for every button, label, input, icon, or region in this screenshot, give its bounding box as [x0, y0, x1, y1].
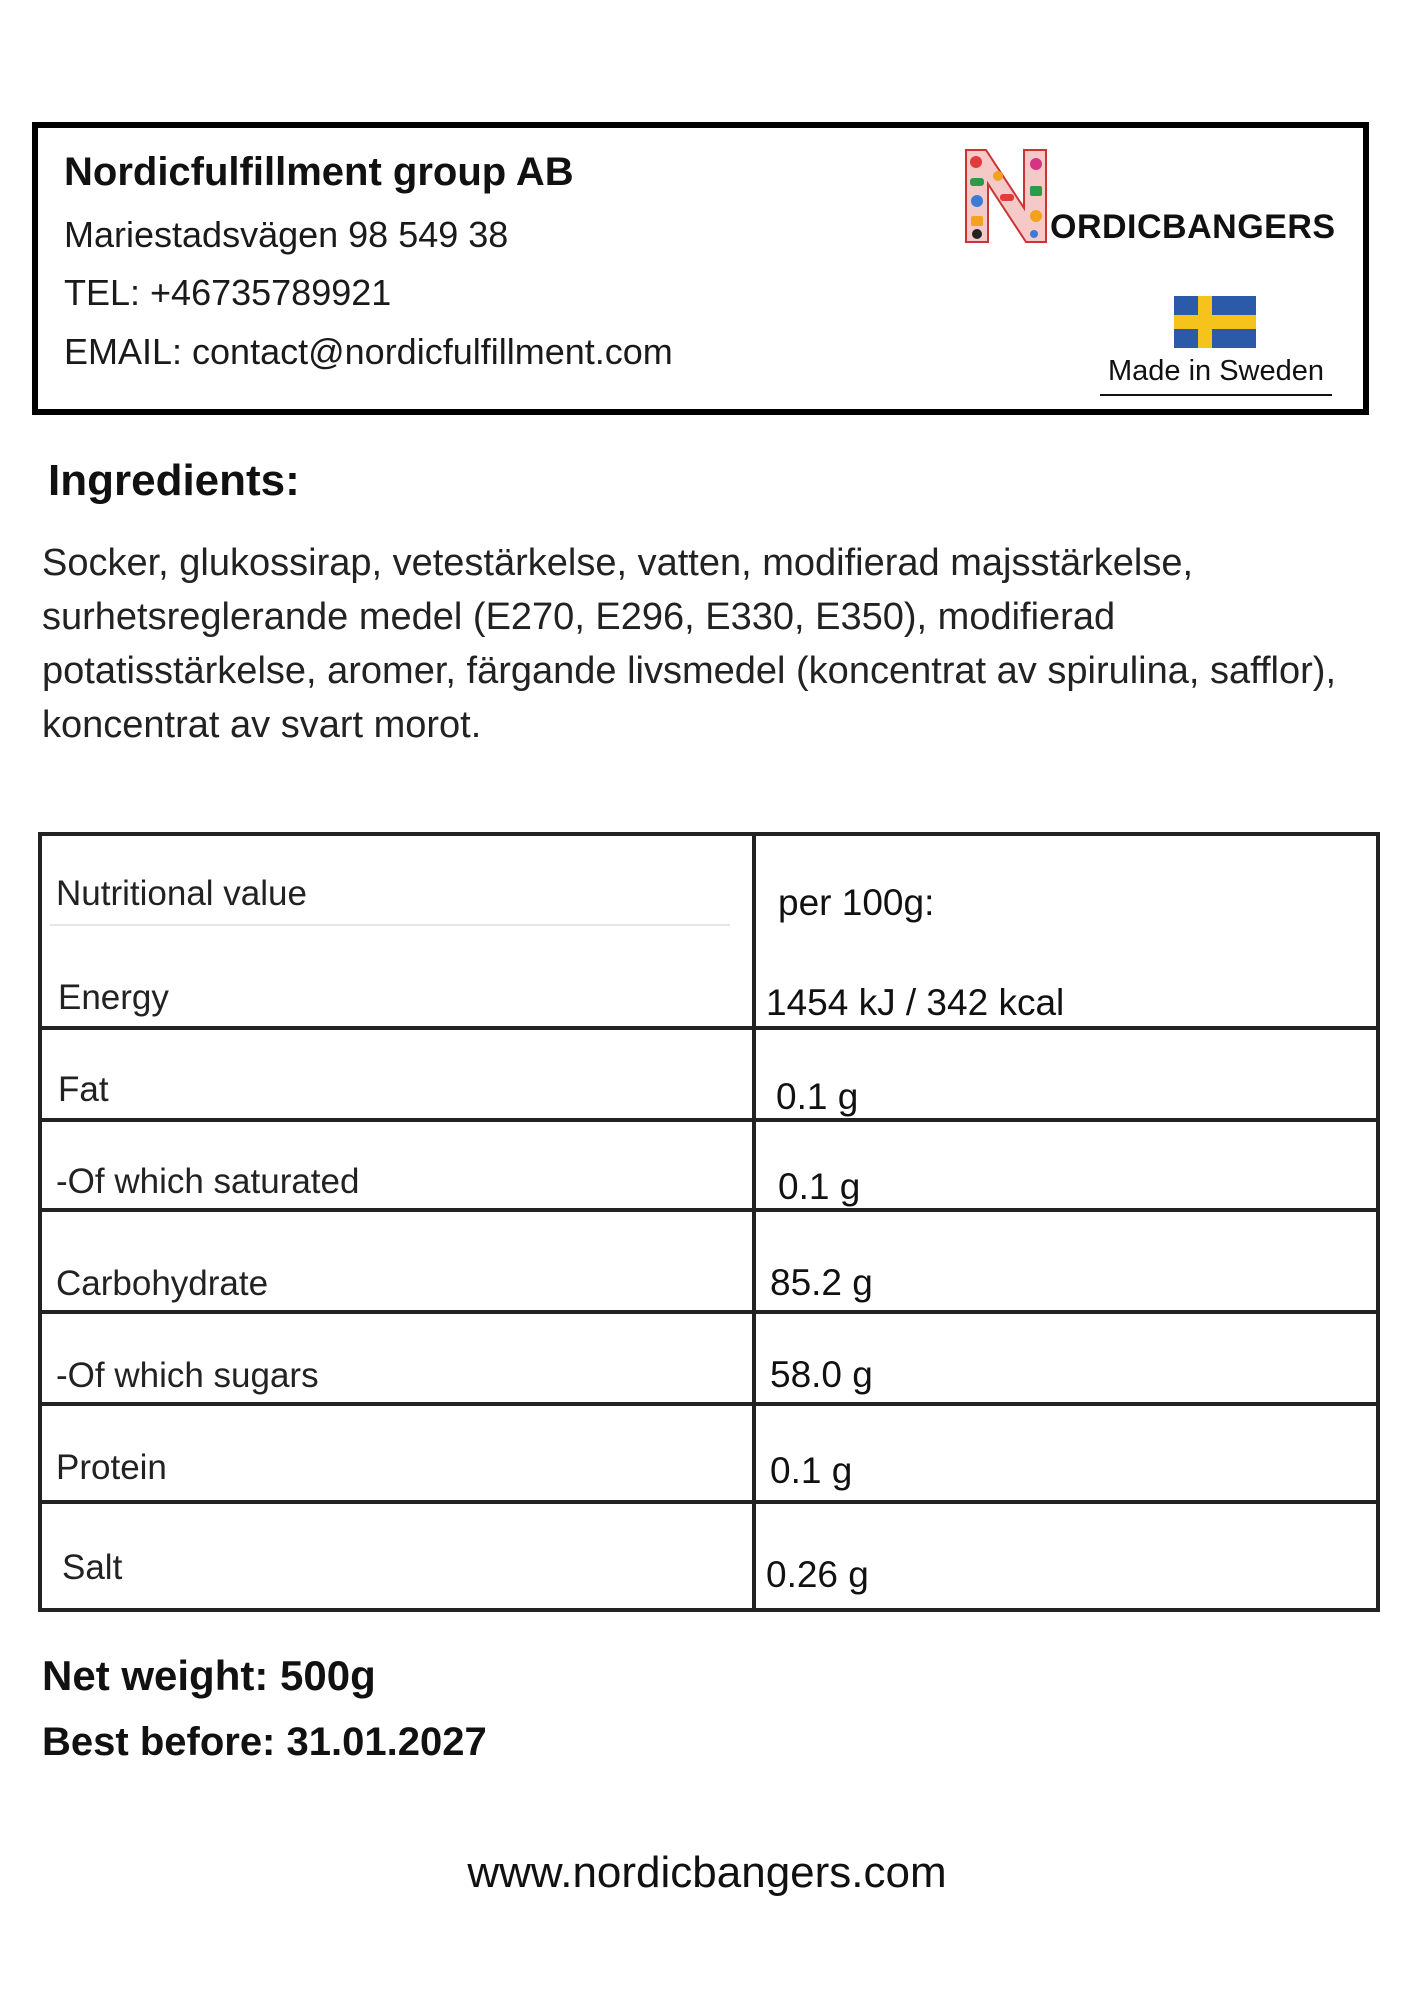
made-in-label: Made in Sweden: [1100, 355, 1332, 396]
nutrition-row-label: Protein: [56, 1448, 167, 1487]
nutrition-row-value: 58.0 g: [770, 1354, 873, 1395]
website-link[interactable]: www.nordicbangers.com: [467, 1848, 947, 1897]
net-weight: Net weight: 500g: [42, 1652, 376, 1699]
row-divider: [38, 1118, 1380, 1122]
nutrition-header-value: per 100g:: [778, 882, 935, 923]
nutrition-row-value: 0.26 g: [766, 1554, 869, 1595]
ingredients-title: Ingredients:: [48, 456, 300, 505]
logo-wordmark: ORDICBANGERS: [1050, 208, 1336, 246]
header-underline: [50, 924, 730, 926]
logo-letter-n-icon: [962, 146, 1050, 246]
table-frame: [38, 832, 1380, 1612]
row-divider: [38, 1208, 1380, 1212]
nutrition-row-label: -Of which saturated: [56, 1162, 360, 1201]
nutrition-row-label: Energy: [58, 978, 169, 1017]
nutrition-row-label: -Of which sugars: [56, 1356, 319, 1395]
row-divider: [38, 1500, 1380, 1504]
flag-cross-horizontal: [1174, 315, 1256, 329]
best-before: Best before: 31.01.2027: [42, 1720, 487, 1764]
column-divider: [752, 832, 756, 1612]
row-divider: [38, 1402, 1380, 1406]
nutrition-row-value: 1454 kJ / 342 kcal: [766, 982, 1065, 1023]
company-email: EMAIL: contact@nordicfulfillment.com: [64, 331, 673, 372]
nutrition-row-value: 0.1 g: [778, 1166, 861, 1207]
ingredients-text: Socker, glukossirap, vetestärkelse, vatten, modifierad majsstärkelse, surhetsreglerande medel (E270, E296, E330, E350), modifierad potatisstärkelse, aromer, färgande livsmedel (koncentrat av spirulina, safflor), koncentrat av svart morot.: [42, 542, 1337, 746]
brand-logo: [962, 146, 1342, 246]
nutrition-row-value: 0.1 g: [776, 1076, 859, 1117]
nutrition-row-value: 0.1 g: [770, 1450, 853, 1491]
company-address: Mariestadsvägen 98 549 38: [64, 214, 509, 255]
nutrition-row-value: 85.2 g: [770, 1262, 873, 1303]
nutrition-table: [38, 832, 1380, 1612]
nutrition-row-label: Salt: [62, 1548, 123, 1587]
sweden-flag-icon: [1174, 296, 1256, 348]
nutrition-header-label: Nutritional value: [56, 874, 307, 913]
row-divider: [38, 1026, 1380, 1030]
nutrition-row-label: Carbohydrate: [56, 1264, 269, 1303]
company-phone: TEL: +46735789921: [64, 272, 392, 313]
row-divider: [38, 1310, 1380, 1314]
nutrition-row-label: Fat: [58, 1070, 109, 1109]
company-name: Nordicfulfillment group AB: [64, 150, 574, 194]
